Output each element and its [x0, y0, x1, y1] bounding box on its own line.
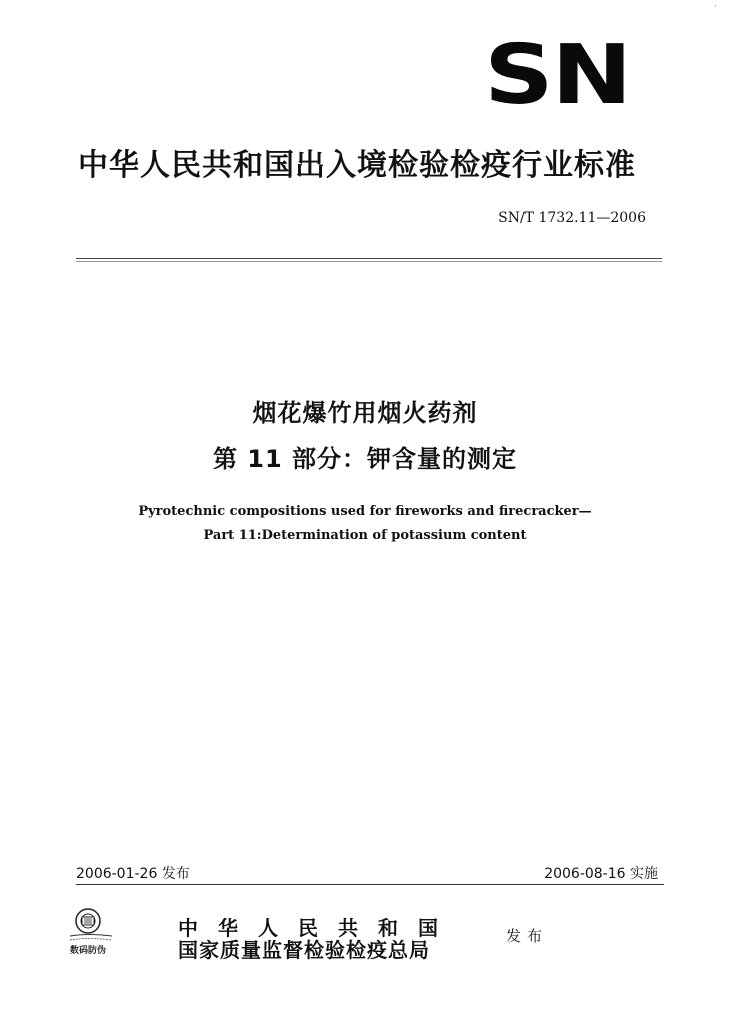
standard-number: SN/T 1732.11—2006 — [498, 210, 646, 226]
issue-date: 2006-01-26 发布 — [76, 866, 190, 882]
corner-mark: · — [714, 2, 717, 11]
implementation-date: 2006-08-16 实施 — [544, 866, 658, 882]
issuer-line-2: 国家质量监督检验检疫总局 — [178, 938, 430, 962]
title-english-line-1: Pyrotechnic compositions used for fireworks and firecracker— — [138, 504, 592, 519]
title-chinese-line-1: 烟花爆竹用烟火药剂 — [252, 399, 478, 427]
footer-divider — [76, 884, 664, 885]
anti-counterfeit-seal-icon — [64, 903, 120, 959]
organization-title: 中华人民共和国出入境检验检疫行业标准 — [78, 148, 636, 183]
issuer-line-1: 中华人民共和国 — [178, 916, 458, 940]
seal-caption: 数码防伪 — [70, 946, 107, 956]
header-divider — [76, 258, 662, 259]
sn-logo: SN — [484, 28, 630, 123]
title-english-line-2: Part 11:Determination of potassium content — [203, 528, 527, 543]
header-divider-secondary — [76, 261, 662, 262]
publish-label: 发布 — [506, 927, 549, 945]
title-chinese-line-2: 第 11 部分：钾含量的测定 — [212, 445, 518, 473]
